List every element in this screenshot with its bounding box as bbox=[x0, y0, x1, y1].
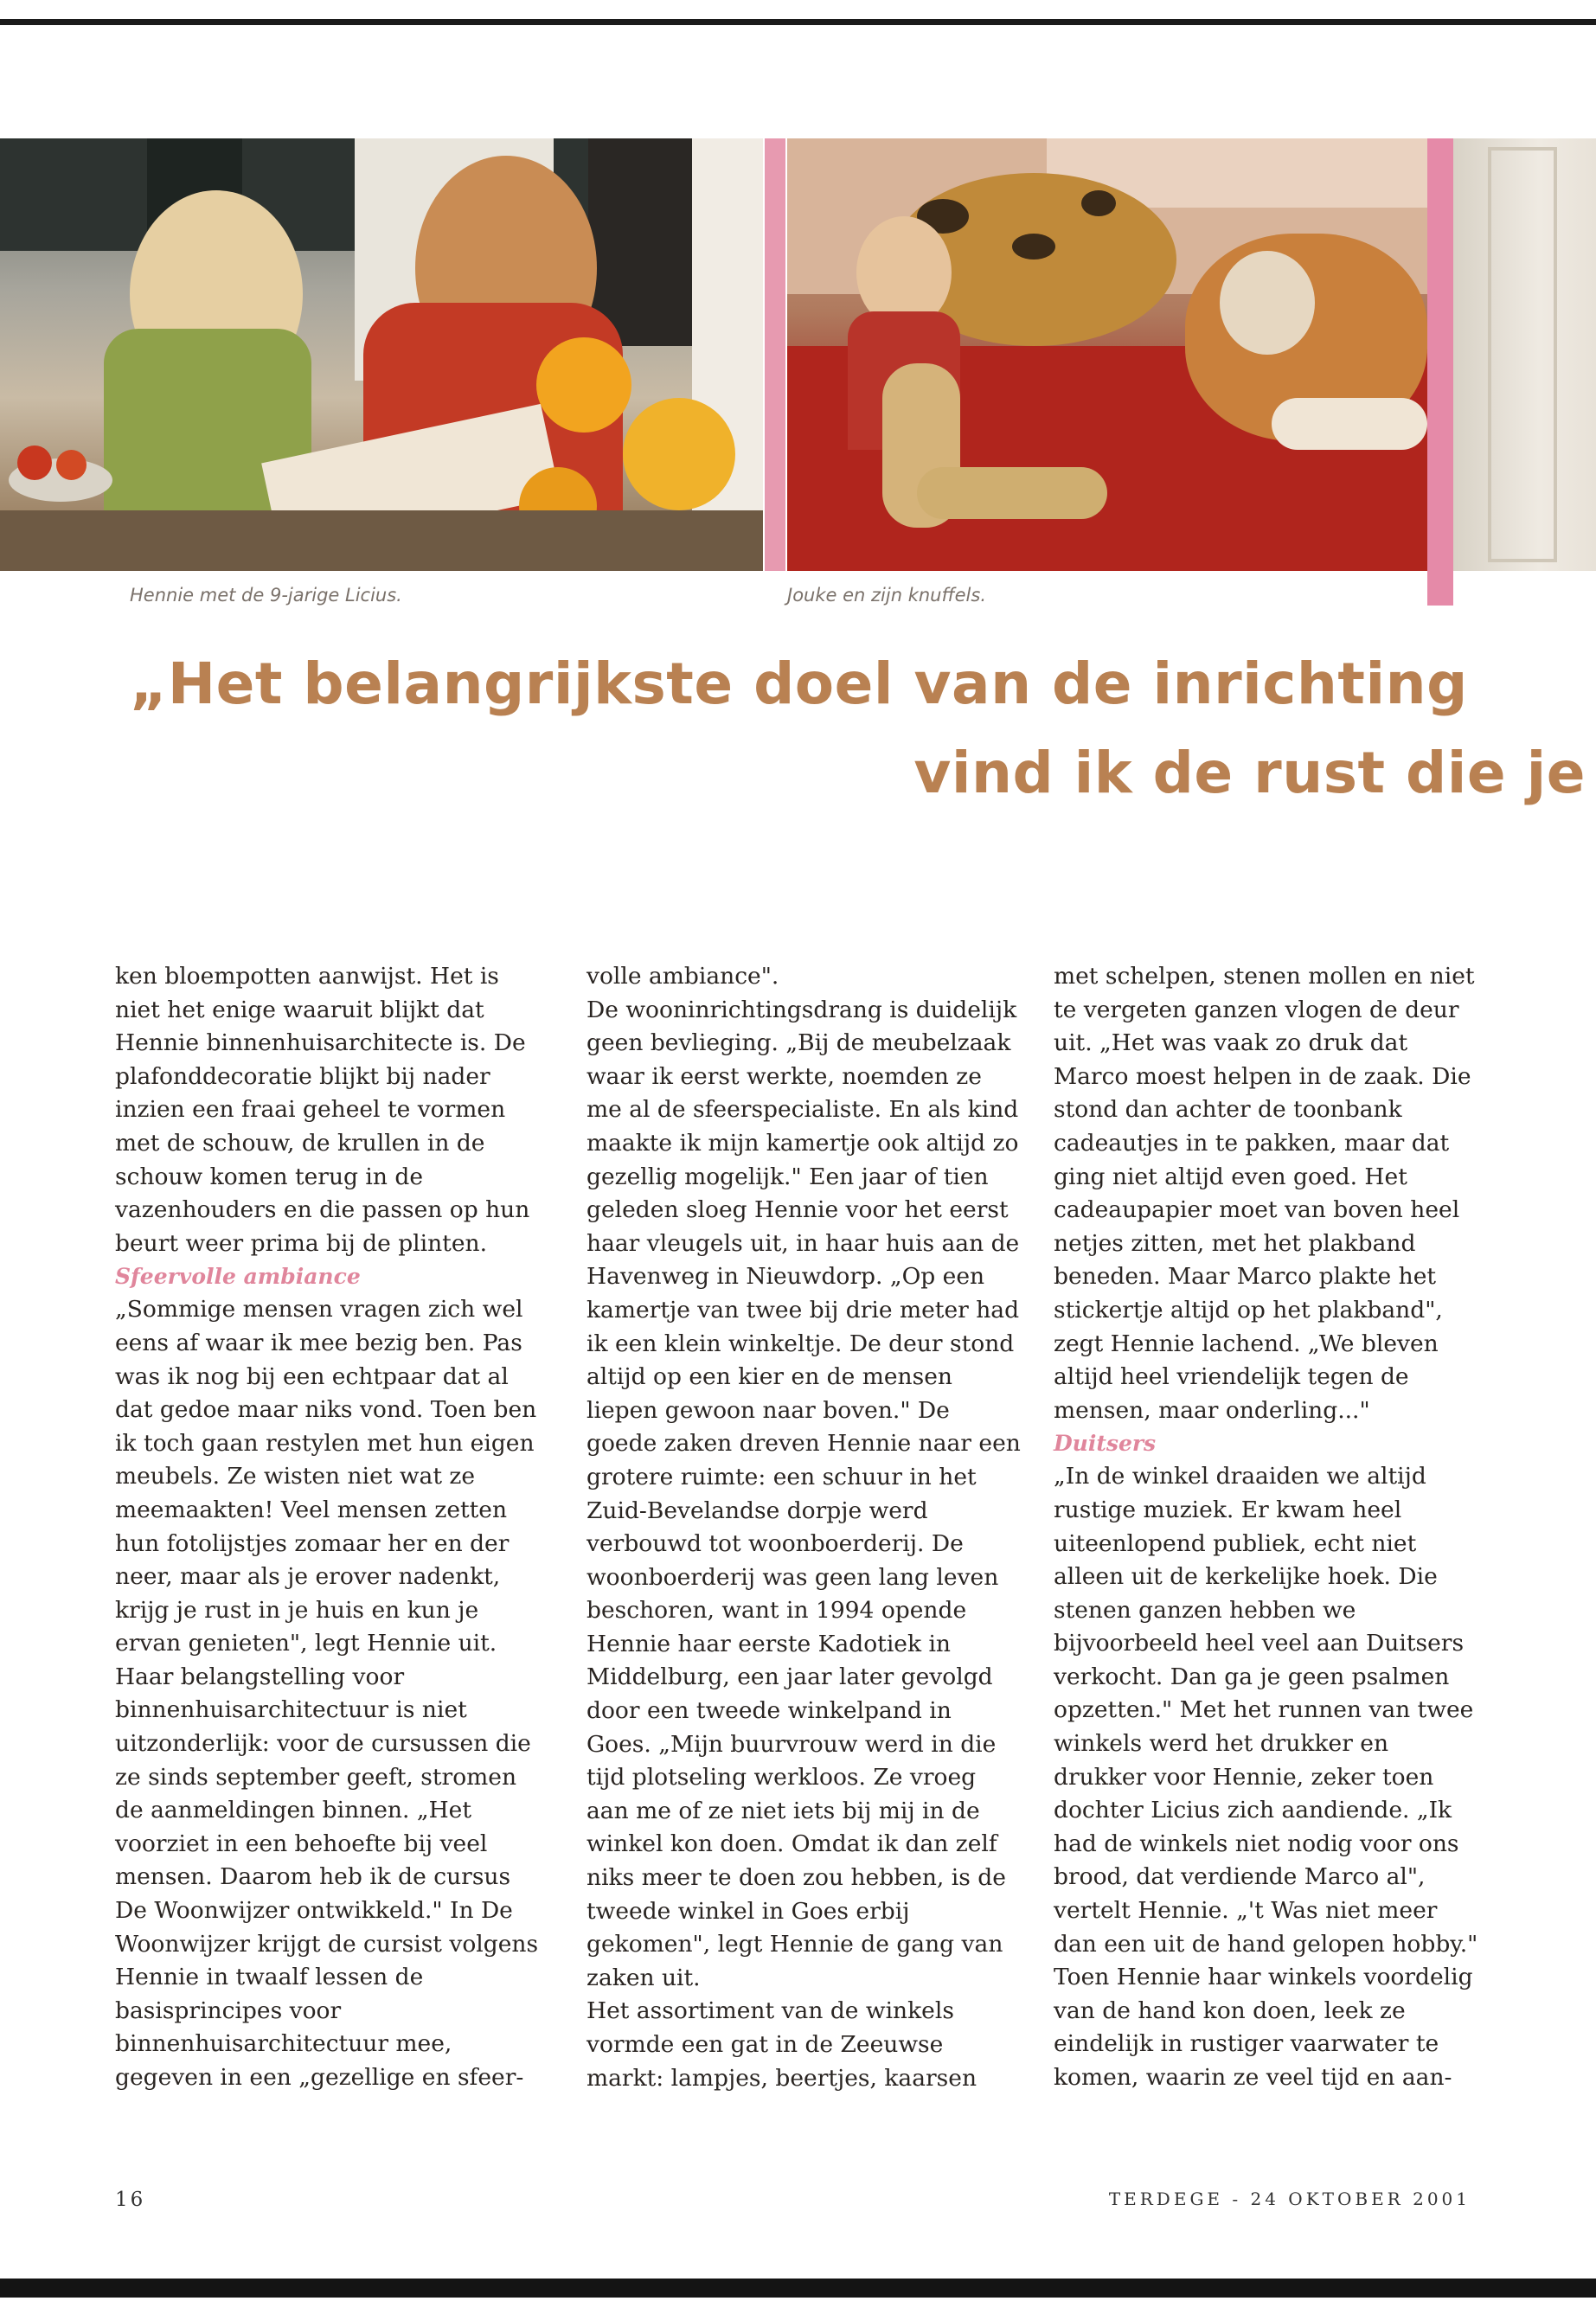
page-number: 16 bbox=[115, 2189, 146, 2211]
magazine-issue-info: TERDEGE - 24 OKTOBER 2001 bbox=[1108, 2189, 1471, 2209]
bottom-rule bbox=[0, 2279, 1596, 2298]
paragraph: „In de winkel draaiden we altijd rustige muziek. Er kwam heel uiteenlopend publiek, echt niet alleen uit de kerkelijke hoek. Die stenen ganzen hebben we bijvoorbeeld heel veel aan Duitsers verkocht. Dan ga je geen psalmen opzetten." Met het runnen van twee winkels werd het drukker en drukker voor Hennie, zeker toen dochter Licius zich aandiende. „Ik had de winkels niet nodig voor ons brood, dat verdiende Marco al", vertelt Hennie. „'t Was niet meer dan een uit de hand gelopen hobby." bbox=[1054, 1463, 1478, 1958]
pull-quote-line-1: „Het belangrijkste doel van de inrichting bbox=[130, 651, 1468, 717]
paragraph: volle ambiance". bbox=[586, 963, 779, 990]
photo-caption-left: Hennie met de 9-jarige Licius. bbox=[130, 585, 402, 606]
article-column-1 bbox=[115, 960, 548, 2095]
article-column-3 bbox=[1054, 960, 1482, 2095]
top-rule bbox=[0, 19, 1596, 25]
paragraph: „Sommige mensen vragen zich wel eens af waar ik mee bezig ben. Pas was ik nog bij een echtpaar dat al dat gedoe maar niks vond. Toen ben ik toch gaan restylen met hun eigen meubels. Ze wisten niet wat ze meemaakten! Veel mensen zetten hun fotolijstjes zomaar her en der neer, maar als je erover nadenkt, krijg je rust in je huis en kun je ervan genieten", legt Hennie uit. bbox=[115, 1296, 537, 1657]
paragraph: ken bloempotten aanwijst. Het is niet het enige waaruit blijkt dat Hennie binnenhuisarchitecte is. De plafonddecoratie blijkt bij nader inzien een fraai geheel te vormen met de schouw, de krullen in de schouw komen terug in de vazenhouders en die passen op hun beurt weer prima bij de plinten. bbox=[115, 963, 530, 1257]
paragraph: De wooninrichtingsdrang is duidelijk geen bevlieging. „Bij de meubelzaak waar ik eerst werkte, noemden ze me al de sfeerspecialiste. En als kind maakte ik mijn kamertje ook altijd zo gezellig mogelijk." Een jaar of tien geleden sloeg Hennie voor het eerst haar vleugels uit, in haar huis aan de Havenweg in Nieuwdorp. „Op een kamertje van twee bij drie meter had ik een klein winkeltje. De deur stond altijd op een kier en de mensen liepen gewoon naar boven." De goede zaken dreven Hennie naar een grotere ruimte: een schuur in het Zuid-Bevelandse dorpje werd verbouwd tot woonboerderij. De woonboerderij was geen lang leven beschoren, want in 1994 opende Hennie haar eerste Kadotiek in Middelburg, een jaar later gevolgd door een tweede winkelpand in Goes. „Mijn buurvrouw werd in die tijd plotseling werkloos. Ze vroeg aan me of ze niet iets bij mij in de winkel kon doen. Omdat ik dan zelf niks meer te doen zou hebben, is de tweede winkel in Goes erbij gekomen", legt Hennie de gang van zaken uit. bbox=[586, 996, 1021, 1991]
paragraph: Het assortiment van de winkels vormde een gat in de Zeeuwse markt: lampjes, beertjes, kaarsen bbox=[586, 1997, 977, 2092]
paragraph: met schelpen, stenen mollen en niet te vergeten ganzen vlogen de deur uit. „Het was vaak zo druk dat Marco moest helpen in de zaak. Die stond dan achter de toonbank cadeautjes in te pakken, maar dat ging niet altijd even goed. Het cadeaupapier moet van boven heel netjes zitten, met het plakband beneden. Maar Marco plakte het stickertje altijd op het plakband", zegt Hennie lachend. „We bleven altijd heel vriendelijk tegen de mensen, maar onderling..." bbox=[1054, 963, 1475, 1424]
photo-hennie-and-licius bbox=[0, 138, 763, 571]
paragraph: Toen Hennie haar winkels voordelig van de hand kon doen, leek ze eindelijk in rustiger vaarwater te komen, waarin ze veel tijd en aan- bbox=[1054, 1964, 1473, 2091]
pink-accent-bar-right bbox=[1427, 138, 1453, 606]
section-subhead: Sfeervolle ambiance bbox=[115, 1264, 361, 1290]
photo-jouke-with-plush-toys bbox=[787, 138, 1427, 571]
pink-accent-bar bbox=[765, 138, 785, 571]
article-column-2 bbox=[586, 960, 1023, 2095]
photo-caption-right: Jouke en zijn knuffels. bbox=[787, 585, 986, 606]
paragraph: Haar belangstelling voor binnenhuisarchitectuur is niet uitzonderlijk: voor de cursussen die ze sinds september geeft, stromen de aanmeldingen binnen. „Het voorziet in een behoefte bij veel mensen. Daarom heb ik de cursus De Woonwijzer ontwikkeld." In De Woonwijzer krijgt de cursist volgens Hennie in twaalf lessen de basisprincipes voor binnenhuisarchitectuur mee, gegeven in een „gezellige en sfeer- bbox=[115, 1663, 539, 2091]
pull-quote-line-2: vind ik de rust die je bbox=[913, 740, 1586, 806]
photo-door-edge bbox=[1453, 138, 1596, 571]
section-subhead: Duitsers bbox=[1054, 1431, 1157, 1457]
